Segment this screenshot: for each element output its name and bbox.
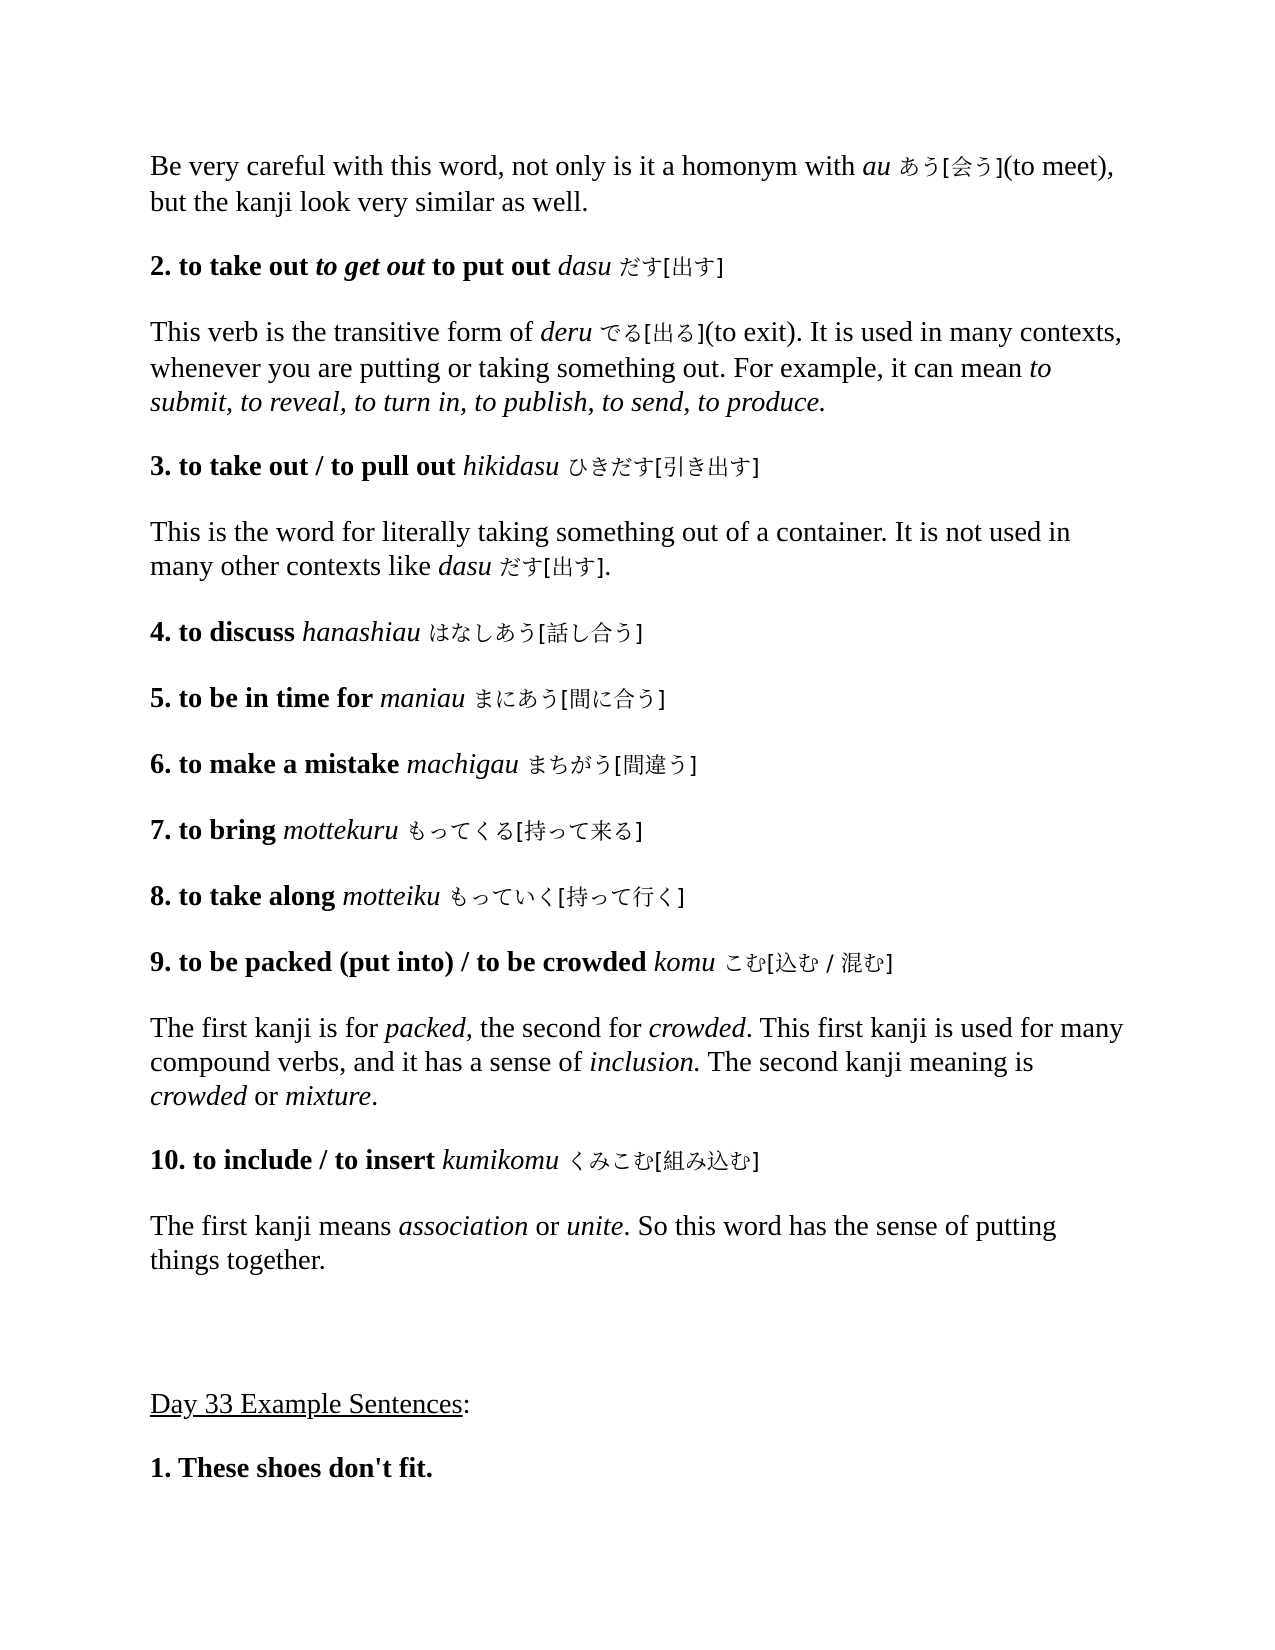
entry-japanese: だす[出す] xyxy=(618,256,724,281)
term-inclusion: inclusion. xyxy=(589,1047,701,1078)
entry-romaji: dasu xyxy=(557,251,612,282)
example-sentence-1 xyxy=(150,1452,1130,1486)
entry-romaji: machigau xyxy=(406,749,519,780)
explanation-3 xyxy=(150,516,1130,586)
term-unite: unite xyxy=(566,1211,624,1242)
section-spacer xyxy=(150,1308,1130,1388)
japanese-au: あう[会う] xyxy=(898,156,1004,181)
explanation-text: This is the word for literally taking something out of a container. It is not used in many other contexts like xyxy=(150,517,1071,582)
entry-romaji: hikidasu xyxy=(462,451,560,482)
section-heading: Day 33 Example Sentences xyxy=(150,1389,463,1420)
entry-japanese: もっていく[持って行く] xyxy=(447,886,685,911)
entry-title: to be packed (put into) / to be crowded xyxy=(178,947,647,978)
romaji-deru: deru xyxy=(540,317,593,348)
explanation-text: or xyxy=(528,1211,567,1242)
entry-japanese: まにあう[間に合う] xyxy=(472,688,666,713)
japanese-dasu: だす[出す] xyxy=(499,556,605,581)
entry-title: to take out / to pull out xyxy=(178,451,456,482)
entry-title: to bring xyxy=(178,815,276,846)
entry-title: to be in time for xyxy=(178,683,373,714)
romaji-au: au xyxy=(862,151,891,182)
explanation-text: or xyxy=(247,1081,286,1112)
explanation-text: The first kanji is for xyxy=(150,1013,386,1044)
vocab-entry-6 xyxy=(150,748,1130,784)
entry-japanese: こむ[込む / 混む] xyxy=(722,952,894,977)
entry-number: 8. xyxy=(150,881,179,912)
example-sentence-text: 1. These shoes don't fit. xyxy=(150,1453,433,1484)
term-crowded: crowded xyxy=(150,1081,248,1112)
entry-romaji: maniau xyxy=(379,683,466,714)
entry-number: 9. xyxy=(150,947,179,978)
explanation-text: . So this word has the sense of putting things together. xyxy=(150,1211,1057,1276)
vocab-entry-3 xyxy=(150,450,1130,486)
vocab-entry-5 xyxy=(150,682,1130,718)
entry-romaji: mottekuru xyxy=(283,815,399,846)
entry-japanese: ひきだす[引き出す] xyxy=(566,456,760,481)
vocab-entry-2 xyxy=(150,250,1130,286)
entry-number: 10. xyxy=(150,1145,193,1176)
entry-number: 5. xyxy=(150,683,179,714)
entry-number: 6. xyxy=(150,749,179,780)
entry-number: 7. xyxy=(150,815,179,846)
explanation-10 xyxy=(150,1210,1130,1278)
entry-title: to include / to insert xyxy=(192,1145,435,1176)
entry-japanese: まちがう[間違う] xyxy=(526,754,698,779)
explanation-9 xyxy=(150,1012,1130,1114)
entry-title: to make a mistake xyxy=(178,749,400,780)
vocab-entry-7 xyxy=(150,814,1130,850)
example-meanings: to submit, to reveal, to turn in, to publish, to send, to produce. xyxy=(150,353,1052,418)
explanation-text: , the second for xyxy=(465,1013,649,1044)
explanation-text: This verb is the transitive form of xyxy=(150,317,541,348)
explanation-text: The second kanji meaning is xyxy=(700,1047,1034,1078)
vocab-entry-4 xyxy=(150,616,1130,652)
term-crowded: crowded xyxy=(648,1013,746,1044)
term-mixture: mixture xyxy=(285,1081,372,1112)
intro-paragraph xyxy=(150,150,1130,220)
entry-title-cont: to put out xyxy=(424,251,558,282)
entry-romaji: kumikomu xyxy=(442,1145,560,1176)
entry-title: to discuss xyxy=(178,617,295,648)
entry-title-emphasis: to get out xyxy=(315,251,425,282)
entry-japanese: はなしあう[話し合う] xyxy=(427,622,644,647)
entry-number: 2. xyxy=(150,251,179,282)
entry-number: 4. xyxy=(150,617,179,648)
entry-romaji: komu xyxy=(653,947,716,978)
term-packed: packed xyxy=(385,1013,466,1044)
vocab-entry-9 xyxy=(150,946,1130,982)
explanation-text: . xyxy=(371,1081,379,1112)
vocab-entry-8 xyxy=(150,880,1130,916)
vocab-entry-10 xyxy=(150,1144,1130,1180)
heading-colon: : xyxy=(462,1389,471,1420)
romaji-dasu: dasu xyxy=(438,551,492,582)
explanation-text-end: . xyxy=(604,551,612,582)
term-association: association xyxy=(398,1211,529,1242)
explanation-text: The first kanji means xyxy=(150,1211,399,1242)
entry-japanese: くみこむ[組み込む] xyxy=(566,1150,760,1175)
intro-text-end: (to meet), but the kanji look very similar as well. xyxy=(150,151,1114,218)
entry-title: to take along xyxy=(178,881,336,912)
entry-title: to take out xyxy=(178,251,316,282)
entry-japanese: もってくる[持って来る] xyxy=(405,820,643,845)
document-body xyxy=(150,150,1130,1516)
explanation-text-cont: (to exit). It is used in many contexts, whenever you are putting or taking something out. For example, it can mean xyxy=(150,317,1122,384)
entry-romaji: hanashiau xyxy=(302,617,421,648)
explanation-text: . This first kanji is used for many compound verbs, and it has a sense of xyxy=(150,1013,1124,1078)
japanese-deru: でる[出る] xyxy=(599,322,705,347)
entry-number: 3. xyxy=(150,451,179,482)
example-sentences-heading xyxy=(150,1388,1130,1422)
intro-text: Be very careful with this word, not only is it a homonym with xyxy=(150,151,863,182)
explanation-2 xyxy=(150,316,1130,420)
entry-romaji: motteiku xyxy=(342,881,441,912)
